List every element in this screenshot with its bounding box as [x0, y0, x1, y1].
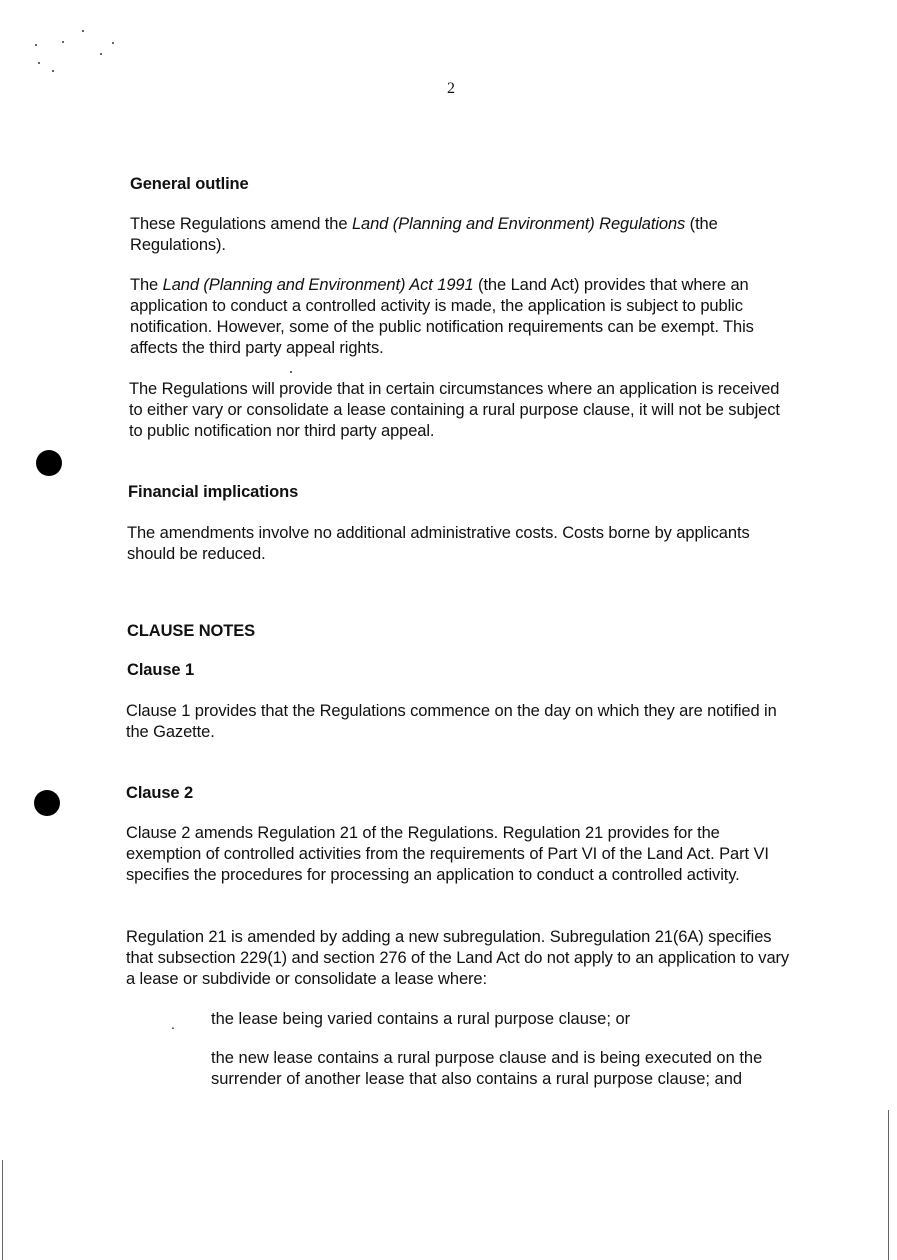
page-number: 2 — [447, 80, 455, 97]
scan-edge-line — [888, 1110, 889, 1260]
list-bullet: . — [171, 1016, 175, 1032]
clause-2-paragraph-2: Regulation 21 is amended by adding a new subregulation. Subregulation 21(6A) specifies that subsection 229(1) and section 276 of the Land Act do not apply to an application to vary a lease or subdivide or consolidate a lease where: — [126, 928, 790, 988]
hole-punch-mark — [36, 450, 62, 476]
scan-speck — [62, 41, 64, 43]
scan-speck — [100, 53, 102, 55]
hole-punch-mark — [34, 790, 60, 816]
financial-implications-paragraph: The amendments involve no additional administrative costs. Costs borne by applicants should be reduced. — [127, 524, 750, 563]
clause-2-heading: Clause 2 — [126, 784, 194, 802]
scan-edge-line — [2, 1160, 3, 1260]
scan-speck — [35, 44, 37, 46]
general-outline-paragraph-3: The Regulations will provide that in certain circumstances where an application is received to either vary or consolidate a lease containing a rural purpose clause, it will not be subject to public notification nor third party appeal. — [129, 380, 780, 440]
general-outline-paragraph-1: These Regulations amend the Land (Planning and Environment) Regulations (the Regulations). — [130, 215, 718, 254]
clause-1-paragraph: Clause 1 provides that the Regulations commence on the day on which they are notified in the Gazette. — [126, 702, 777, 741]
list-item: the lease being varied contains a rural purpose clause; or — [211, 1010, 631, 1028]
general-outline-heading: General outline — [130, 175, 249, 193]
financial-implications-heading: Financial implications — [128, 483, 299, 501]
list-item: the new lease contains a rural purpose clause and is being executed on the surrender of another lease that also contains a rural purpose clause; and — [211, 1049, 763, 1088]
scan-speck — [52, 70, 54, 72]
scan-speck — [112, 42, 114, 44]
clause-1-heading: Clause 1 — [127, 661, 195, 679]
scan-speck — [38, 62, 40, 64]
scan-speck — [82, 30, 84, 32]
clause-notes-heading: CLAUSE NOTES — [127, 622, 256, 640]
general-outline-paragraph-2: The Land (Planning and Environment) Act 1991 (the Land Act) provides that where an application to conduct a controlled activity is made, the application is subject to public notification. However, some of the public notification requirements can be exempt. This affects the third party appeal rights. — [130, 276, 754, 357]
clause-2-paragraph-1: Clause 2 amends Regulation 21 of the Regulations. Regulation 21 provides for the exemption of controlled activities from the requirements of Part VI of the Land Act. Part VI specifies the procedures for processing an application to conduct a controlled activity. — [126, 824, 769, 884]
scan-speck — [290, 371, 292, 373]
